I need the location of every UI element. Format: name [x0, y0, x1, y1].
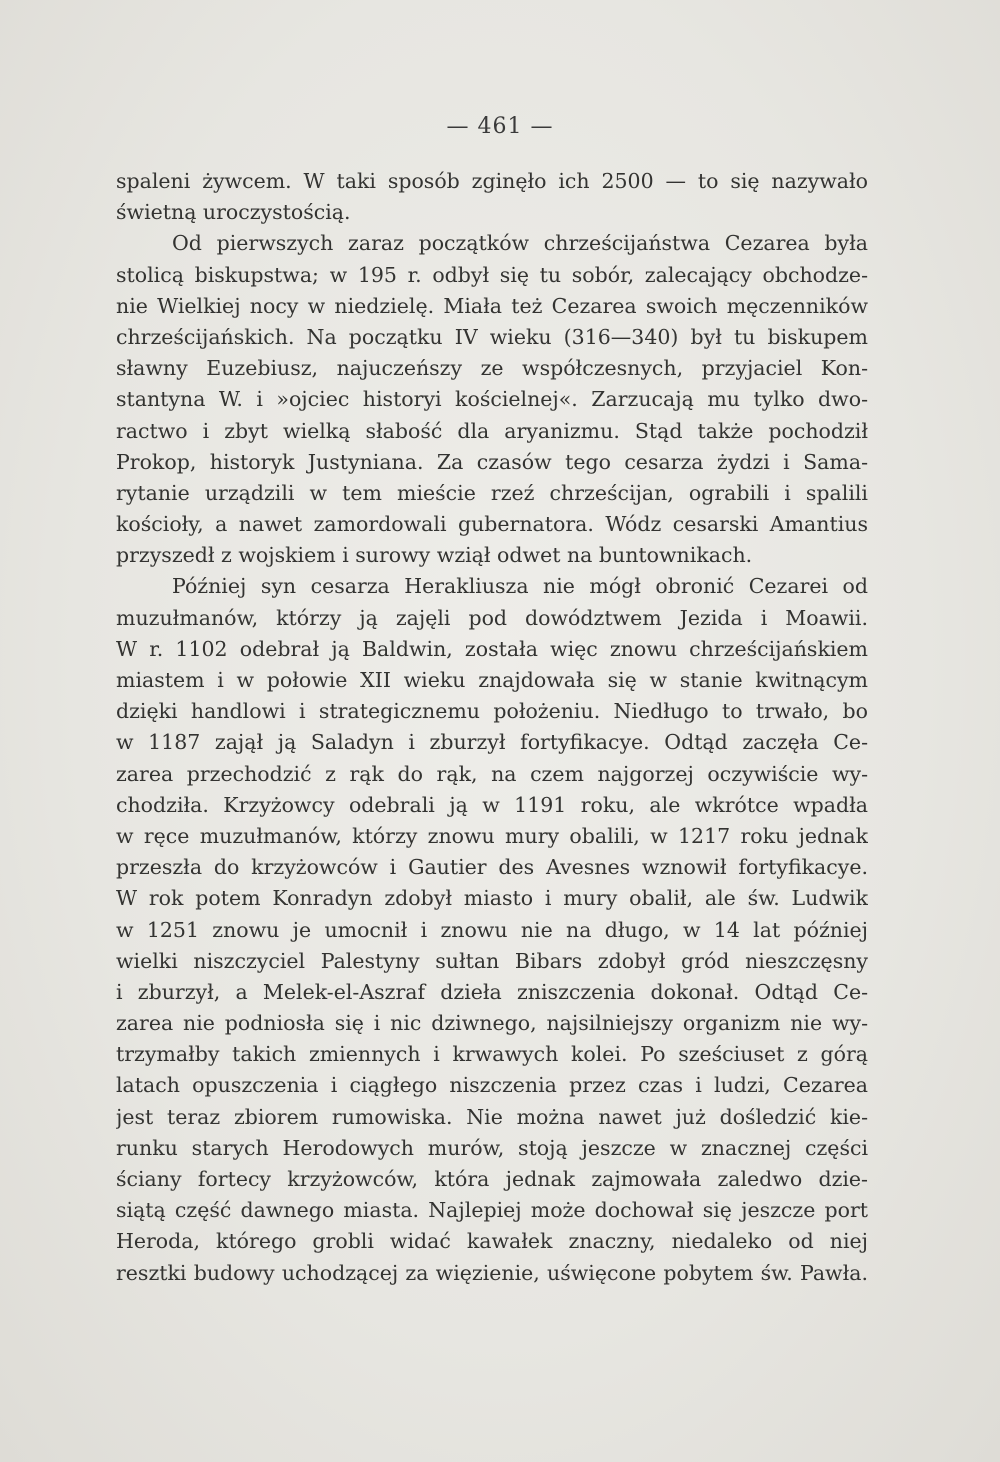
text-line: muzułmanów, którzy ją zajęli pod dowództwem Jezida i Moawii. — [116, 605, 868, 630]
text-line: i zburzył, a Melek-el-Aszraf dzieła zniszczenia dokonał. Odtąd Ce- — [116, 979, 868, 1004]
text-line: Prokop, historyk Justyniana. Za czasów tego cesarza żydzi i Sama- — [116, 449, 868, 474]
text-line: sławny Euzebiusz, najuczeńszy ze współczesnych, przyjaciel Kon- — [116, 356, 868, 381]
text-line: latach opuszczenia i ciągłego niszczenia przez czas i ludzi, Cezarea — [116, 1073, 868, 1098]
text-line: Heroda, którego grobli widać kawałek znaczny, niedaleko od niej — [116, 1229, 868, 1254]
text-line: miastem i w połowie XII wieku znajdowała się w stanie kwitnącym — [116, 668, 868, 692]
text-line: jest teraz zbiorem rumowiska. Nie można nawet już dośledzić kie- — [116, 1104, 868, 1129]
text-line: dzięki handlowi i strategicznemu położeniu. Niedługo to trwało, bo — [116, 699, 868, 724]
text-line: stolicą biskupstwa; w 195 r. odbył się tu sobór, zalecający obchodze- — [116, 262, 868, 287]
text-line: nie Wielkiej nocy w niedzielę. Miała też Cezarea swoich męczenników — [116, 293, 868, 318]
text-line: zarea przechodzić z rąk do rąk, na czem najgorzej oczywiście wy- — [116, 761, 868, 786]
page-number: — 461 — — [446, 114, 554, 139]
text-line: ractwo i zbyt wielką słabość dla aryanizmu. Stąd także pochodził — [116, 418, 868, 443]
text-line: przeszła do krzyżowców i Gautier des Avesnes wznowił fortyfikacye. — [116, 855, 868, 880]
text-line: W rok potem Konradyn zdobył miasto i mury obalił, ale św. Ludwik — [116, 886, 868, 911]
text-line: w ręce muzułmanów, którzy znowu mury obalili, w 1217 roku jednak — [116, 823, 868, 848]
text-line: wielki niszczyciel Palestyny sułtan Bibars zdobył gród nieszczęsny — [116, 948, 868, 973]
text-line: kościoły, a nawet zamordowali gubernatora. Wódz cesarski Amantius — [116, 512, 868, 537]
body-text — [116, 166, 868, 1289]
text-line: chrześcijańskich. Na początku IV wieku (316—340) był tu biskupem — [116, 324, 868, 349]
text-line: rytanie urządzili w tem mieście rzeź chrześcijan, ograbili i spalili — [116, 480, 868, 505]
text-line: spaleni żywcem. W taki sposób zginęło ich 2500 — to się nazywało — [116, 169, 868, 193]
text-line: Później syn cesarza Herakliusza nie mógł obronić Cezarei od — [172, 574, 868, 599]
text-line: świetną uroczystością. — [116, 200, 351, 225]
text-line: resztki budowy uchodzącej za więzienie, uświęcone pobytem św. Pawła. — [116, 1260, 868, 1285]
text-line: stantyna W. i »ojciec historyi kościelnej«. Zarzucają mu tylko dwo- — [116, 387, 868, 412]
text-line: Od pierwszych zaraz początków chrześcijaństwa Cezarea była — [172, 231, 868, 256]
text-line: w 1251 znowu je umocnił i znowu nie na długo, w 14 lat później — [116, 917, 868, 942]
text-line: ściany fortecy krzyżowców, która jednak zajmowała zaledwo dzie- — [116, 1167, 868, 1191]
text-line: zarea nie podniosła się i nic dziwnego, najsilniejszy organizm nie wy- — [116, 1011, 868, 1036]
text-line: w 1187 zajął ją Saladyn i zburzył fortyfikacye. Odtąd zaczęła Ce- — [116, 730, 868, 755]
text-line: chodziła. Krzyżowcy odebrali ją w 1191 roku, ale wkrótce wpadła — [116, 792, 868, 817]
text-line: siątą część dawnego miasta. Najlepiej może dochował się jeszcze port — [116, 1198, 868, 1223]
text-line: przyszedł z wojskiem i surowy wziął odwet na buntownikach. — [116, 543, 753, 568]
text-line: runku starych Herodowych murów, stoją jeszcze w znacznej części — [116, 1135, 868, 1160]
text-line: W r. 1102 odebrał ją Baldwin, została więc znowu chrześcijańskiem — [116, 636, 868, 661]
text-line: trzymałby takich zmiennych i krwawych kolei. Po sześciuset z górą — [116, 1042, 868, 1067]
